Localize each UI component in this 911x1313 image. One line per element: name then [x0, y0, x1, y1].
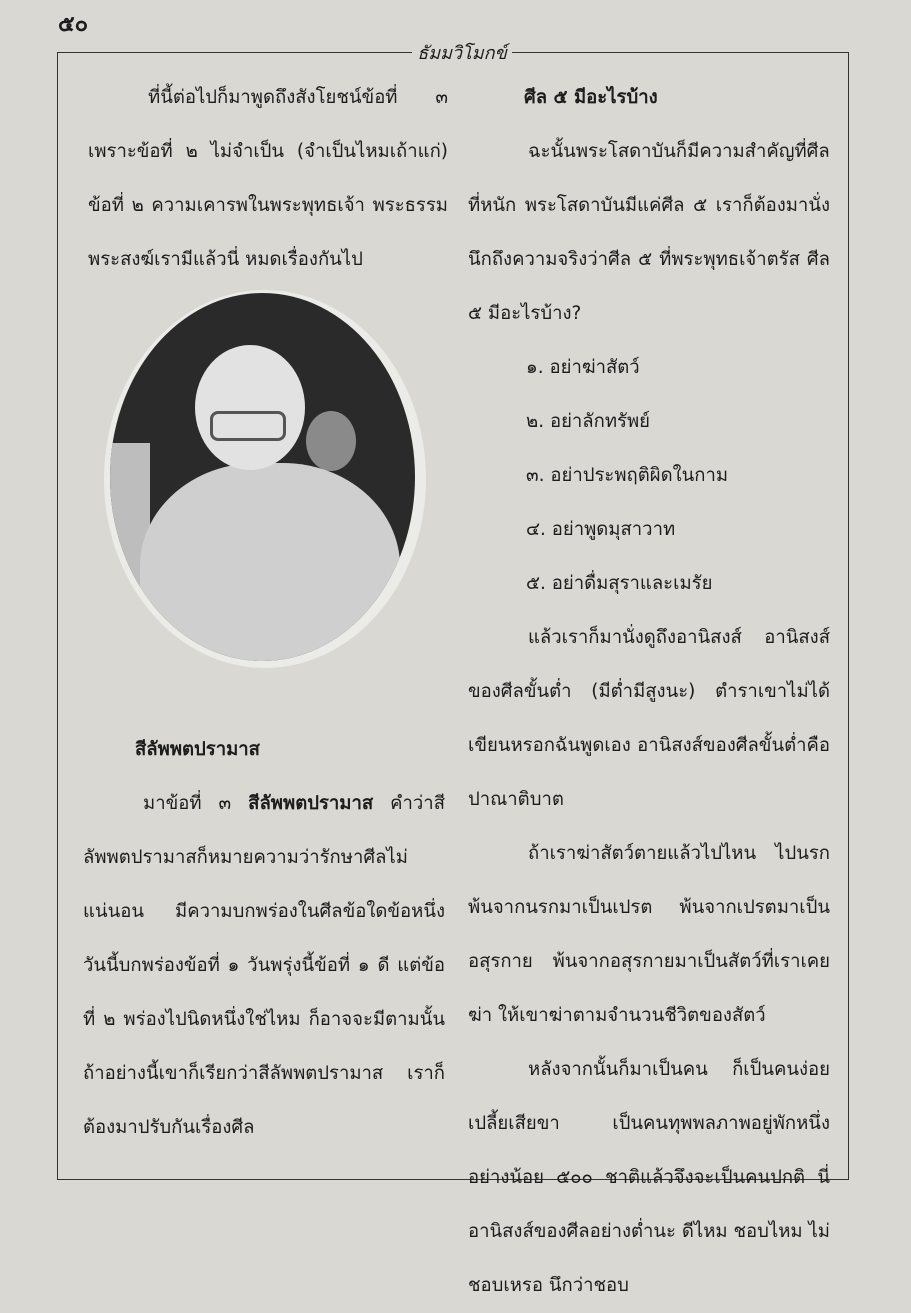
left-column-bottom	[83, 723, 445, 1155]
left-column-top	[88, 71, 448, 287]
photo-frame	[104, 290, 426, 668]
paragraph: หลังจากนั้นก็มาเป็นคน ก็เป็นคนง่อยเปลี้ยเสียขา เป็นคนทุพพลภาพอยู่พักหนึ่ง อย่างน้อย ๕๐๐ ชาติแล้วจึงจะเป็นคนปกติ นี่อานิสงส์ของศีลอย่างต่ำนะ ดีไหม ชอบไหม ไม่ชอบเหรอ นึกว่าชอบ	[468, 1059, 830, 1296]
right-column	[468, 71, 830, 1313]
paragraph: ที่นี้ต่อไปก็มาพูดถึงสังโยชน์ข้อที่ ๓ เพราะข้อที่ ๒ ไม่จำเป็น (จำเป็นไหมเถ้าแก่) ข้อที่ ๒ ความเคารพในพระพุทธเจ้า พระธรรม พระสงฆ์เรามีแล้วนี่ หมดเรื่องกันไป	[88, 87, 448, 270]
running-head: ธัมมวิโมกข์	[417, 43, 507, 64]
precept-item: ๕. อย่าดื่มสุราและเมรัย	[526, 573, 713, 594]
paragraph: ฉะนั้นพระโสดาบันก็มีความสำคัญที่ศีลที่หนัก พระโสดาบันมีแค่ศีล ๕ เราก็ต้องมานั่งนึกถึงความจริงว่าศีล ๕ ที่พระพุทธเจ้าตรัส ศีล ๕ มีอะไรบ้าง?	[468, 141, 830, 324]
precept-item: ๒. อย่าลักทรัพย์	[526, 411, 650, 432]
precept-item: ๓. อย่าประพฤติผิดในกาม	[526, 465, 729, 486]
page-number: ๕๐	[58, 12, 89, 37]
precept-item: ๔. อย่าพูดมุสาวาท	[526, 519, 676, 540]
bold-term: สีลัพพตปรามาส	[248, 793, 374, 814]
paragraph: แล้วเราก็มานั่งดูถึงอานิสงส์ อานิสงส์ของศีลขั้นต่ำ (มีต่ำมีสูงนะ) ตำราเขาไม่ได้เขียนหรอกฉันพูดเอง อานิสงส์ของศีลขั้นต่ำคือปาณาติบาต	[468, 627, 830, 810]
monk-portrait-photo-icon	[110, 293, 415, 661]
precept-item: ๑. อย่าฆ่าสัตว์	[526, 357, 640, 378]
text-run: คำว่าสีลัพพตปรามาสก็หมายความว่ารักษาศีลไม่แน่นอน มีความบกพร่องในศีลข้อใดข้อหนึ่ง วันนี้บกพร่องข้อที่ ๑ วันพรุ่งนี้ข้อที่ ๑ ดี แต่ข้อที่ ๒ พร่องไปนิดหนึ่งใช่ไหม ก็อาจจะมีตามนั้น ถ้าอย่างนี้เขาก็เรียกว่าสีลัพพตปรามาส เราก็ต้องมาปรับกันเรื่องศีล	[83, 793, 445, 1138]
text-run: มาข้อที่ ๓	[143, 793, 232, 814]
paragraph	[83, 777, 445, 1155]
section-heading: ศีล ๕ มีอะไรบ้าง	[524, 87, 658, 108]
paragraph: ถ้าเราฆ่าสัตว์ตายแล้วไปไหน ไปนรก พ้นจากนรกมาเป็นเปรต พ้นจากเปรตมาเป็นอสุรกาย พ้นจากอสุรกายมาเป็นสัตว์ที่เราเคยฆ่า ให้เขาฆ่าตามจำนวนชีวิตของสัตว์	[468, 843, 830, 1026]
section-heading: สีลัพพตปรามาส	[135, 739, 260, 760]
